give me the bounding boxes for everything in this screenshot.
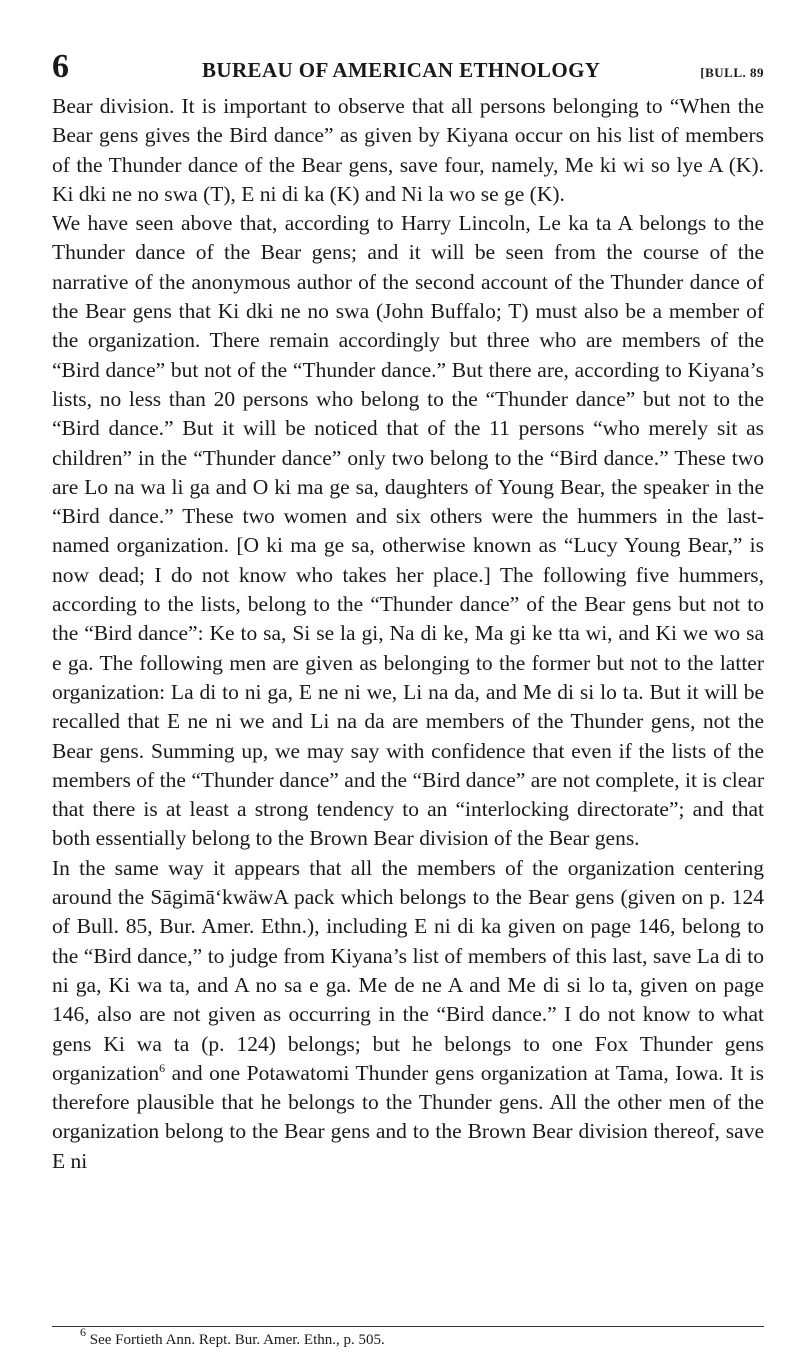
footnote-divider xyxy=(52,1326,764,1327)
paragraph-3 xyxy=(52,854,764,1176)
running-header xyxy=(52,48,764,88)
page-number: 6 xyxy=(52,48,69,85)
body-text xyxy=(52,92,764,1176)
paragraph-2: We have seen above that, according to Harry Lincoln, Le ka ta A belongs to the Thunder dance of the Bear gens; and it will be seen from the course of the narrative of the anonymous author of the second account of the Thunder dance of the Bear gens that Ki dki ne no swa (John Buffalo; T) must also be a member of the organization. There remain accordingly but three who are members of the “Bird dance” but not of the “Thunder dance.” But there are, according to Kiyana’s lists, no less than 20 persons who belong to the “Thunder dance” but not to the “Bird dance.” But it will be noticed that of the 11 persons “who merely sit as children” in the “Thunder dance” only two belong to the “Bird dance.” These two are Lo na wa li ga and O ki ma ge sa, daughters of Young Bear, the speaker in the “Bird dance.” These two women and six others were the hummers in the last-named organization. [O ki ma ge sa, otherwise known as “Lucy Young Bear,” is now dead; I do not know who takes her place.] The following five hummers, according to the lists, belong to the “Thunder dance” of the Bear gens but not to the “Bird dance”: Ke to sa, Si se la gi, Na di ke, Ma gi ke tta wi, and Ki we wo sa e ga. The following men are given as belonging to the former but not to the latter organization: La di to ni ga, E ne ni we, Li na da, and Me di si lo ta. But it will be recalled that E ne ni we and Li na da are members of the Thunder gens, not the Bear gens. Summing up, we may say with confidence that even if the lists of the members of the “Thunder dance” and the “Bird dance” are not complete, it is clear that there is at least a strong tendency to an “interlocking directorate”; and that both essentially belong to the Brown Bear division of the Bear gens. xyxy=(52,211,764,851)
paragraph-3-text: In the same way it appears that all the members of the organization centering around the SāgimāʻkwäwA pack which belongs to the Bear gens (given on p. 124 of Bull. 85, Bur. Amer. Ethn.), including E ni di ka given on page 146, belong to the “Bird dance,” to judge from Kiyana’s list of members of this last, save La di to ni ga, Ki wa ta, and A no sa e ga. Me de ne A and Me di si lo ta, given on page 146, also are not given as occurring in the “Bird dance.” I do not know to what gens Ki wa ta (p. 124) belongs; but he belongs to one Fox Thunder gens organization xyxy=(52,855,764,1085)
page xyxy=(52,48,764,1176)
footnote-marker: 6 xyxy=(80,1325,86,1339)
paragraph-3-continuation: and one Potawatomi Thunder gens organization at Tama, Iowa. It is therefore plausible that he belongs to the Thunder gens. All the other men of the organization belong to the Bear gens and to the Brown Bear division thereof, save E ni xyxy=(52,1060,765,1173)
footnote xyxy=(80,1325,385,1349)
paragraph-1: Bear division. It is important to observe that all persons belonging to “When the Bear gens gives the Bird dance” as given by Kiyana occur on his list of members of the Thunder dance of the Bear gens, save four, namely, Me ki wi so lye A (K). Ki dki ne no swa (T), E ni di ka (K) and Ni la wo se ge (K). xyxy=(52,94,764,206)
running-title: BUREAU OF AMERICAN ETHNOLOGY xyxy=(202,58,601,82)
bulletin-number: [BULL. 89 xyxy=(700,65,764,80)
footnote-text: See Fortieth Ann. Rept. Bur. Amer. Ethn., p. 505. xyxy=(89,1332,385,1348)
footnote-reference[interactable]: 6 xyxy=(159,1060,166,1075)
